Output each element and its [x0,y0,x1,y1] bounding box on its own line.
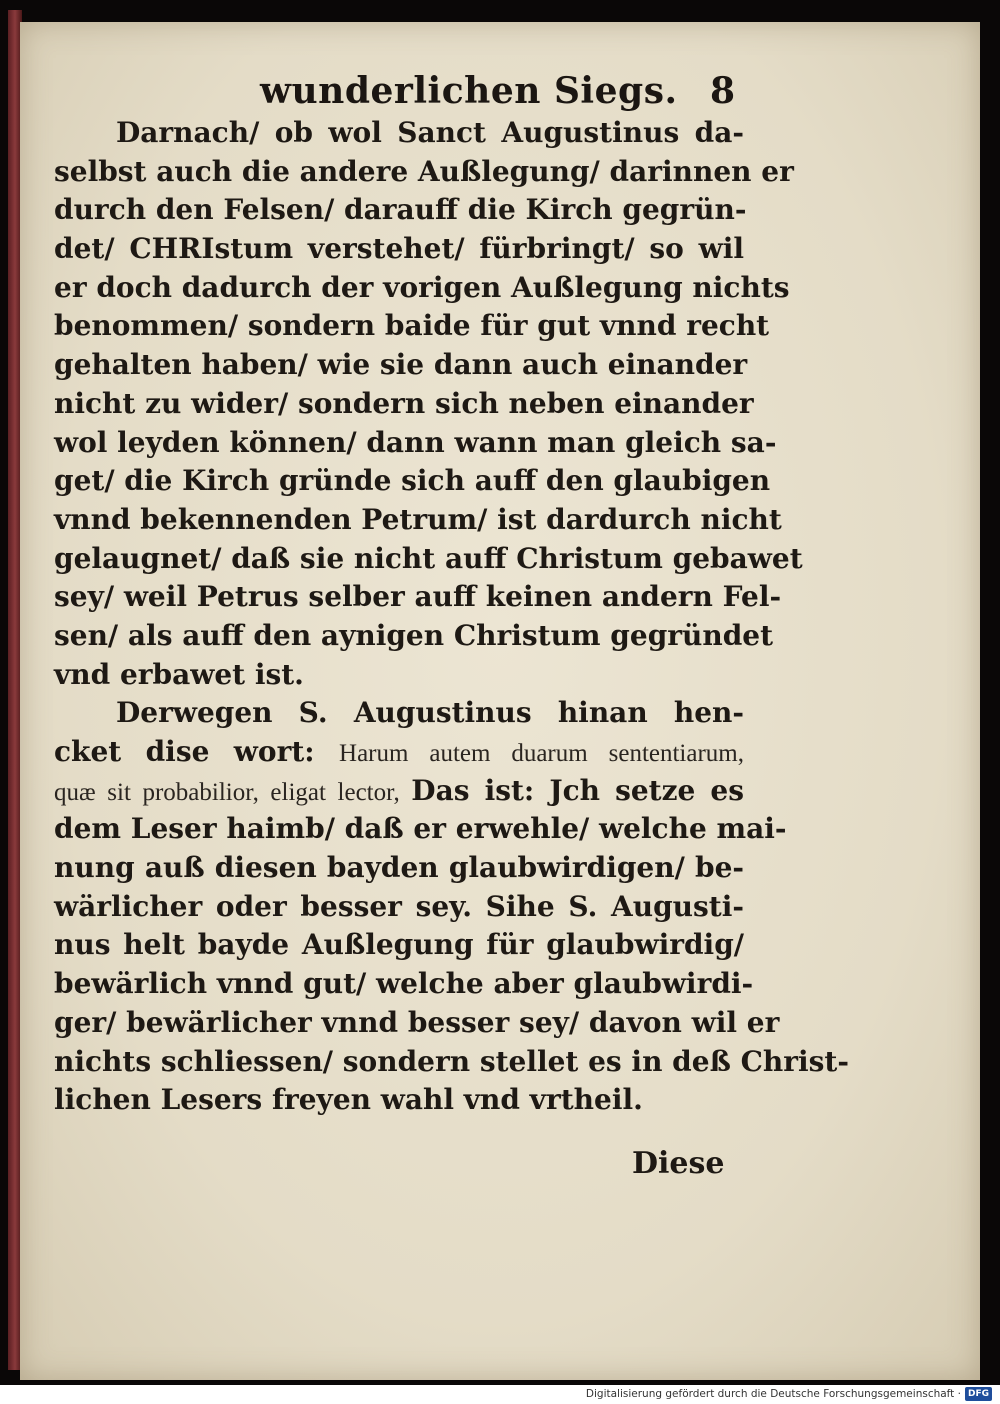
text-line [54,926,744,965]
text-line [54,694,744,733]
latin-quote: Harum autem duarum sententiarum, [339,740,744,767]
page-number: 8 [710,70,736,112]
line-text: sen/ als auff den aynigen Christum gegründet [54,618,774,652]
text-line [54,346,748,385]
body-text [54,114,849,1120]
line-text: ger/ bewärlicher vnnd besser sey/ davon wil er [54,1005,780,1039]
text-line [54,772,744,811]
line-text: wol leyden können/ dann wann man gleich sa- [54,425,777,459]
line-text: sey/ weil Petrus selber auff keinen andern Fel- [54,580,782,614]
text-line [54,269,790,308]
line-text: durch den Felsen/ darauff die Kirch gegrün- [54,193,747,227]
text-line [54,617,774,656]
line-text: vnd erbawet ist. [54,657,304,691]
text-line [54,424,777,463]
credit-text: Digitalisierung gefördert durch die Deutsche Forschungsgemeinschaft · [585,1388,961,1400]
line-text: bewärlich vnnd gut/ welche aber glaubwirdi- [54,967,754,1001]
line-text: Darnach/ ob wol Sanct Augustinus da- [116,116,744,149]
line-text: benommen/ sondern baide für gut vnnd recht [54,309,770,343]
text-line [54,1004,780,1043]
text-line [54,1043,849,1082]
text-line [54,462,771,501]
line-text: vnnd bekennenden Petrum/ ist dardurch nicht [54,502,782,536]
line-text: nung auß diesen bayden glaubwirdigen/ be- [54,851,744,885]
digitization-credit [586,1385,992,1403]
text-line [54,965,754,1004]
text-line [54,578,782,617]
text-line [54,733,744,772]
line-text: cket dise wort: [54,735,340,768]
line-text: er doch dadurch der vorigen Außlegung nichts [54,270,790,304]
book-page [20,22,980,1380]
text-line [54,501,782,540]
text-line [54,307,770,346]
line-text: nichts schliessen/ sondern stellet es in deß Christ- [54,1044,849,1078]
line-text: get/ die Kirch gründe sich auff den glaubigen [54,464,771,498]
text-line [54,656,744,695]
text-line [54,540,803,579]
line-text: det/ CHRIstum verstehet/ fürbringt/ so wil [54,232,744,266]
line-text: Derwegen S. Augustinus hinan hen- [116,696,744,730]
line-text: dem Leser haimb/ daß er erwehle/ welche mai- [54,812,787,846]
text-line [54,191,747,230]
text-line [54,888,744,927]
text-line [54,849,744,888]
line-text: gelaugnet/ daß sie nicht auff Christum gebawet [54,541,803,575]
text-line [54,153,794,192]
text-line [54,230,744,269]
line-text: lichen Lesers freyen wahl vnd vrtheil. [54,1083,643,1117]
latin-quote: quæ sit probabilior, eligat lector, [54,778,412,806]
catchword: Diese [632,1146,725,1181]
line-text: selbst auch die andere Außlegung/ darinnen er [54,154,794,188]
text-line [54,114,744,153]
line-text: nus helt bayde Außlegung für glaubwirdig/ [54,928,744,962]
running-head: wunderlichen Siegs. [260,70,678,112]
text-line [54,1081,744,1120]
text-line [54,810,787,849]
line-text: Das ist: Jch setze es [411,773,744,807]
line-text: nicht zu wider/ sondern sich neben einander [54,386,754,420]
line-text: gehalten haben/ wie sie dann auch einander [54,348,748,382]
text-line [54,385,754,424]
dfg-logo: DFG [965,1387,992,1401]
line-text: wärlicher oder besser sey. Sihe S. Augusti- [54,889,744,923]
